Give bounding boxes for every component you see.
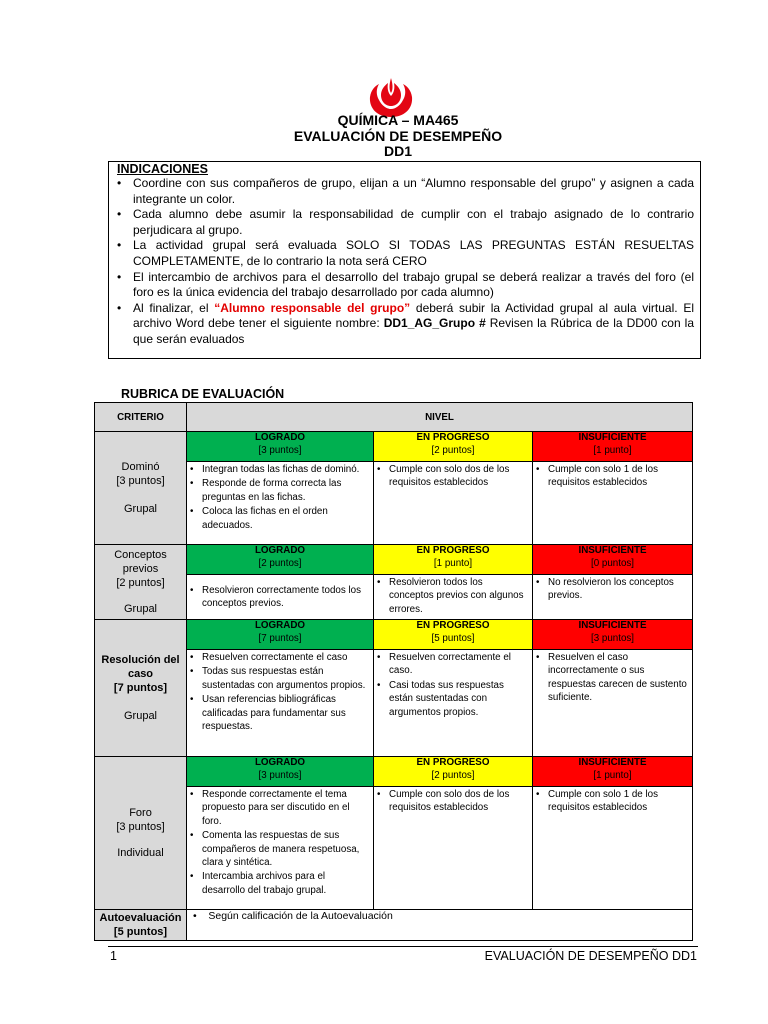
indication-item: • Cada alumno debe asumir la responsabilidad de cumplir con el trabajo asignado de lo contrario perjudicara al grupo. [117, 207, 694, 238]
level-progreso [374, 620, 533, 650]
descriptor-cell [533, 575, 693, 620]
criterion-points: [2 puntos] [116, 577, 165, 589]
list-item: • Cumple con solo 1 de los requisitos establecidos [533, 463, 692, 490]
criterion-cell [95, 757, 187, 910]
level-points: [0 puntos] [590, 557, 635, 569]
level-label: EN PROGRESO [416, 620, 490, 631]
course-title: QUÍMICA – MA465 [337, 112, 459, 128]
descriptor-cell [374, 650, 533, 757]
criterion-points: [3 puntos] [116, 475, 165, 487]
level-insuficiente [533, 620, 693, 650]
table-row [95, 910, 693, 941]
level-label: INSUFICIENTE [578, 545, 647, 556]
responsible-student-highlight: “Alumno responsable del grupo” [214, 300, 411, 315]
footer-title: EVALUACIÓN DE DESEMPEÑO DD1 [484, 949, 697, 963]
list-item: • Cumple con solo 1 de los requisitos establecidos [533, 788, 692, 815]
header-nivel: NIVEL [187, 403, 693, 432]
level-progreso [374, 757, 533, 787]
evaluation-title: EVALUACIÓN DE DESEMPEÑO [293, 127, 503, 144]
descriptor-cell [533, 650, 693, 757]
indication-text: Al finalizar, el [133, 300, 215, 315]
level-points: [1 punto] [433, 557, 473, 569]
criterion-points: [3 puntos] [116, 821, 165, 833]
criterion-cell [95, 545, 187, 620]
level-points: [3 puntos] [258, 769, 302, 781]
level-label: EN PROGRESO [416, 432, 490, 443]
list-item: • Resolvieron todos los conceptos previos con algunos errores. [374, 576, 532, 616]
descriptor-cell [187, 650, 374, 757]
table-row [95, 620, 693, 650]
indication-text: Revisen la Rúbrica de la DD00 con la que serán evaluados [133, 316, 694, 346]
descriptor-cell [187, 575, 374, 620]
list-item: • Cumple con solo dos de los requisitos establecidos [374, 463, 532, 490]
level-insuficiente [533, 545, 693, 575]
level-insuficiente [533, 757, 693, 787]
level-label: LOGRADO [254, 620, 306, 631]
level-progreso [374, 545, 533, 575]
criterion-cell [95, 910, 187, 941]
evaluation-code: DD1 [383, 143, 412, 159]
level-label: LOGRADO [254, 545, 306, 556]
criterion-name: Foro [129, 807, 152, 819]
indication-item: • Coordine con sus compañeros de grupo, elijan a un “Alumno responsable del grupo” y asignen a cada integrante un color. [117, 176, 694, 207]
criterion-name: Dominó [121, 461, 160, 473]
criterion-name: Resolución del caso [101, 654, 180, 680]
table-row [95, 757, 693, 787]
indications-heading: INDICACIONES [117, 162, 208, 176]
level-label: INSUFICIENTE [578, 757, 647, 768]
header-criterio: CRITERIO [95, 403, 187, 432]
list-item: • Todas sus respuestas están sustentadas con argumentos propios. [187, 665, 373, 692]
indication-item: • El intercambio de archivos para el desarrollo del trabajo grupal se deberá realizar a través del foro (el foro es la única evidencia del trabajo desarrollado por cada alumno) [117, 270, 694, 301]
criterion-mode: Grupal [123, 603, 158, 615]
list-item: • Coloca las fichas en el orden adecuados. [187, 505, 373, 532]
level-points: [3 puntos] [258, 444, 302, 456]
level-label: INSUFICIENTE [578, 620, 647, 631]
level-points: [2 puntos] [431, 444, 475, 456]
page-number: 1 [110, 949, 117, 963]
list-item: • No resolvieron los conceptos previos. [533, 576, 692, 603]
criterion-cell [95, 432, 187, 545]
criterion-mode: Grupal [123, 710, 158, 722]
rubric-table [94, 402, 693, 941]
level-points: [2 puntos] [258, 557, 302, 569]
descriptor-cell [374, 787, 533, 910]
level-points: [7 puntos] [258, 632, 302, 644]
level-points: [5 puntos] [431, 632, 475, 644]
descriptor-cell [374, 575, 533, 620]
list-item: • Responde de forma correcta las preguntas en las fichas. [187, 477, 373, 504]
descriptor-cell [187, 462, 374, 545]
indication-item: • La actividad grupal será evaluada SOLO SI TODAS LAS PREGUNTAS ESTÁN RESUELTAS COMPLETAMENTE, de lo contrario la nota será CERO [117, 238, 694, 269]
level-logrado [187, 620, 374, 650]
criterion-cell [95, 620, 187, 757]
document-title [0, 113, 768, 160]
indication-item [117, 301, 694, 348]
list-item: • Intercambia archivos para el desarrollo del trabajo grupal. [187, 870, 373, 897]
level-label: LOGRADO [254, 757, 306, 768]
level-label: EN PROGRESO [416, 757, 490, 768]
level-progreso [374, 432, 533, 462]
level-points: [2 puntos] [431, 769, 475, 781]
list-item: • Cumple con solo dos de los requisitos establecidos [374, 788, 532, 815]
descriptor-cell [374, 462, 533, 545]
level-label: EN PROGRESO [416, 545, 490, 556]
bullet-icon: • [193, 910, 197, 922]
table-row [95, 432, 693, 462]
criterion-name: Conceptos previos [114, 549, 167, 575]
list-item: • Usan referencias bibliográficas calificadas para fundamentar sus respuestas. [187, 693, 373, 733]
file-name-format: DD1_AG_Grupo # [383, 316, 486, 331]
level-label: LOGRADO [254, 432, 306, 443]
list-item: • Casi todas sus respuestas están sustentadas con argumentos propios. [374, 679, 532, 719]
list-item: • Resuelven el caso incorrectamente o sus respuestas carecen de sustento suficiente. [533, 651, 692, 705]
criterion-mode: Grupal [123, 503, 158, 515]
footer-divider [108, 946, 698, 947]
list-item: • Responde correctamente el tema propuesto para ser discutido en el foro. [187, 788, 373, 828]
descriptor-cell [533, 787, 693, 910]
level-logrado [187, 432, 374, 462]
criterion-points: [7 puntos] [113, 682, 168, 694]
rubric-title: RUBRICA DE EVALUACIÓN [121, 387, 285, 401]
level-label: INSUFICIENTE [578, 432, 647, 443]
self-evaluation-cell [187, 910, 693, 941]
level-points: [3 puntos] [590, 632, 635, 644]
level-insuficiente [533, 432, 693, 462]
descriptor-cell [187, 787, 374, 910]
level-logrado [187, 545, 374, 575]
list-item: • Comenta las respuestas de sus compañeros de manera respetuosa, clara y sintética. [187, 829, 373, 869]
descriptor-cell [533, 462, 693, 545]
indications-list [117, 176, 694, 348]
list-item: • Resuelven correctamente el caso [187, 651, 373, 664]
criterion-points: [5 puntos] [113, 926, 168, 938]
criterion-mode: Individual [117, 847, 164, 859]
self-evaluation-text: Según calificación de la Autoevaluación [208, 910, 393, 922]
list-item: • Resuelven correctamente el caso. [374, 651, 532, 678]
level-points: [1 punto] [593, 444, 632, 456]
indication-text: deberá subir la Actividad grupal al aula virtual. El archivo Word debe tener el siguiente nombre: [133, 300, 694, 331]
level-logrado [187, 757, 374, 787]
list-item: • Integran todas las fichas de dominó. [187, 463, 373, 476]
level-points: [1 punto] [593, 769, 632, 781]
list-item: • Resolvieron correctamente todos los conceptos previos. [187, 584, 373, 611]
criterion-name: Autoevaluación [99, 912, 182, 924]
indications-box [108, 161, 701, 359]
table-row [95, 545, 693, 575]
